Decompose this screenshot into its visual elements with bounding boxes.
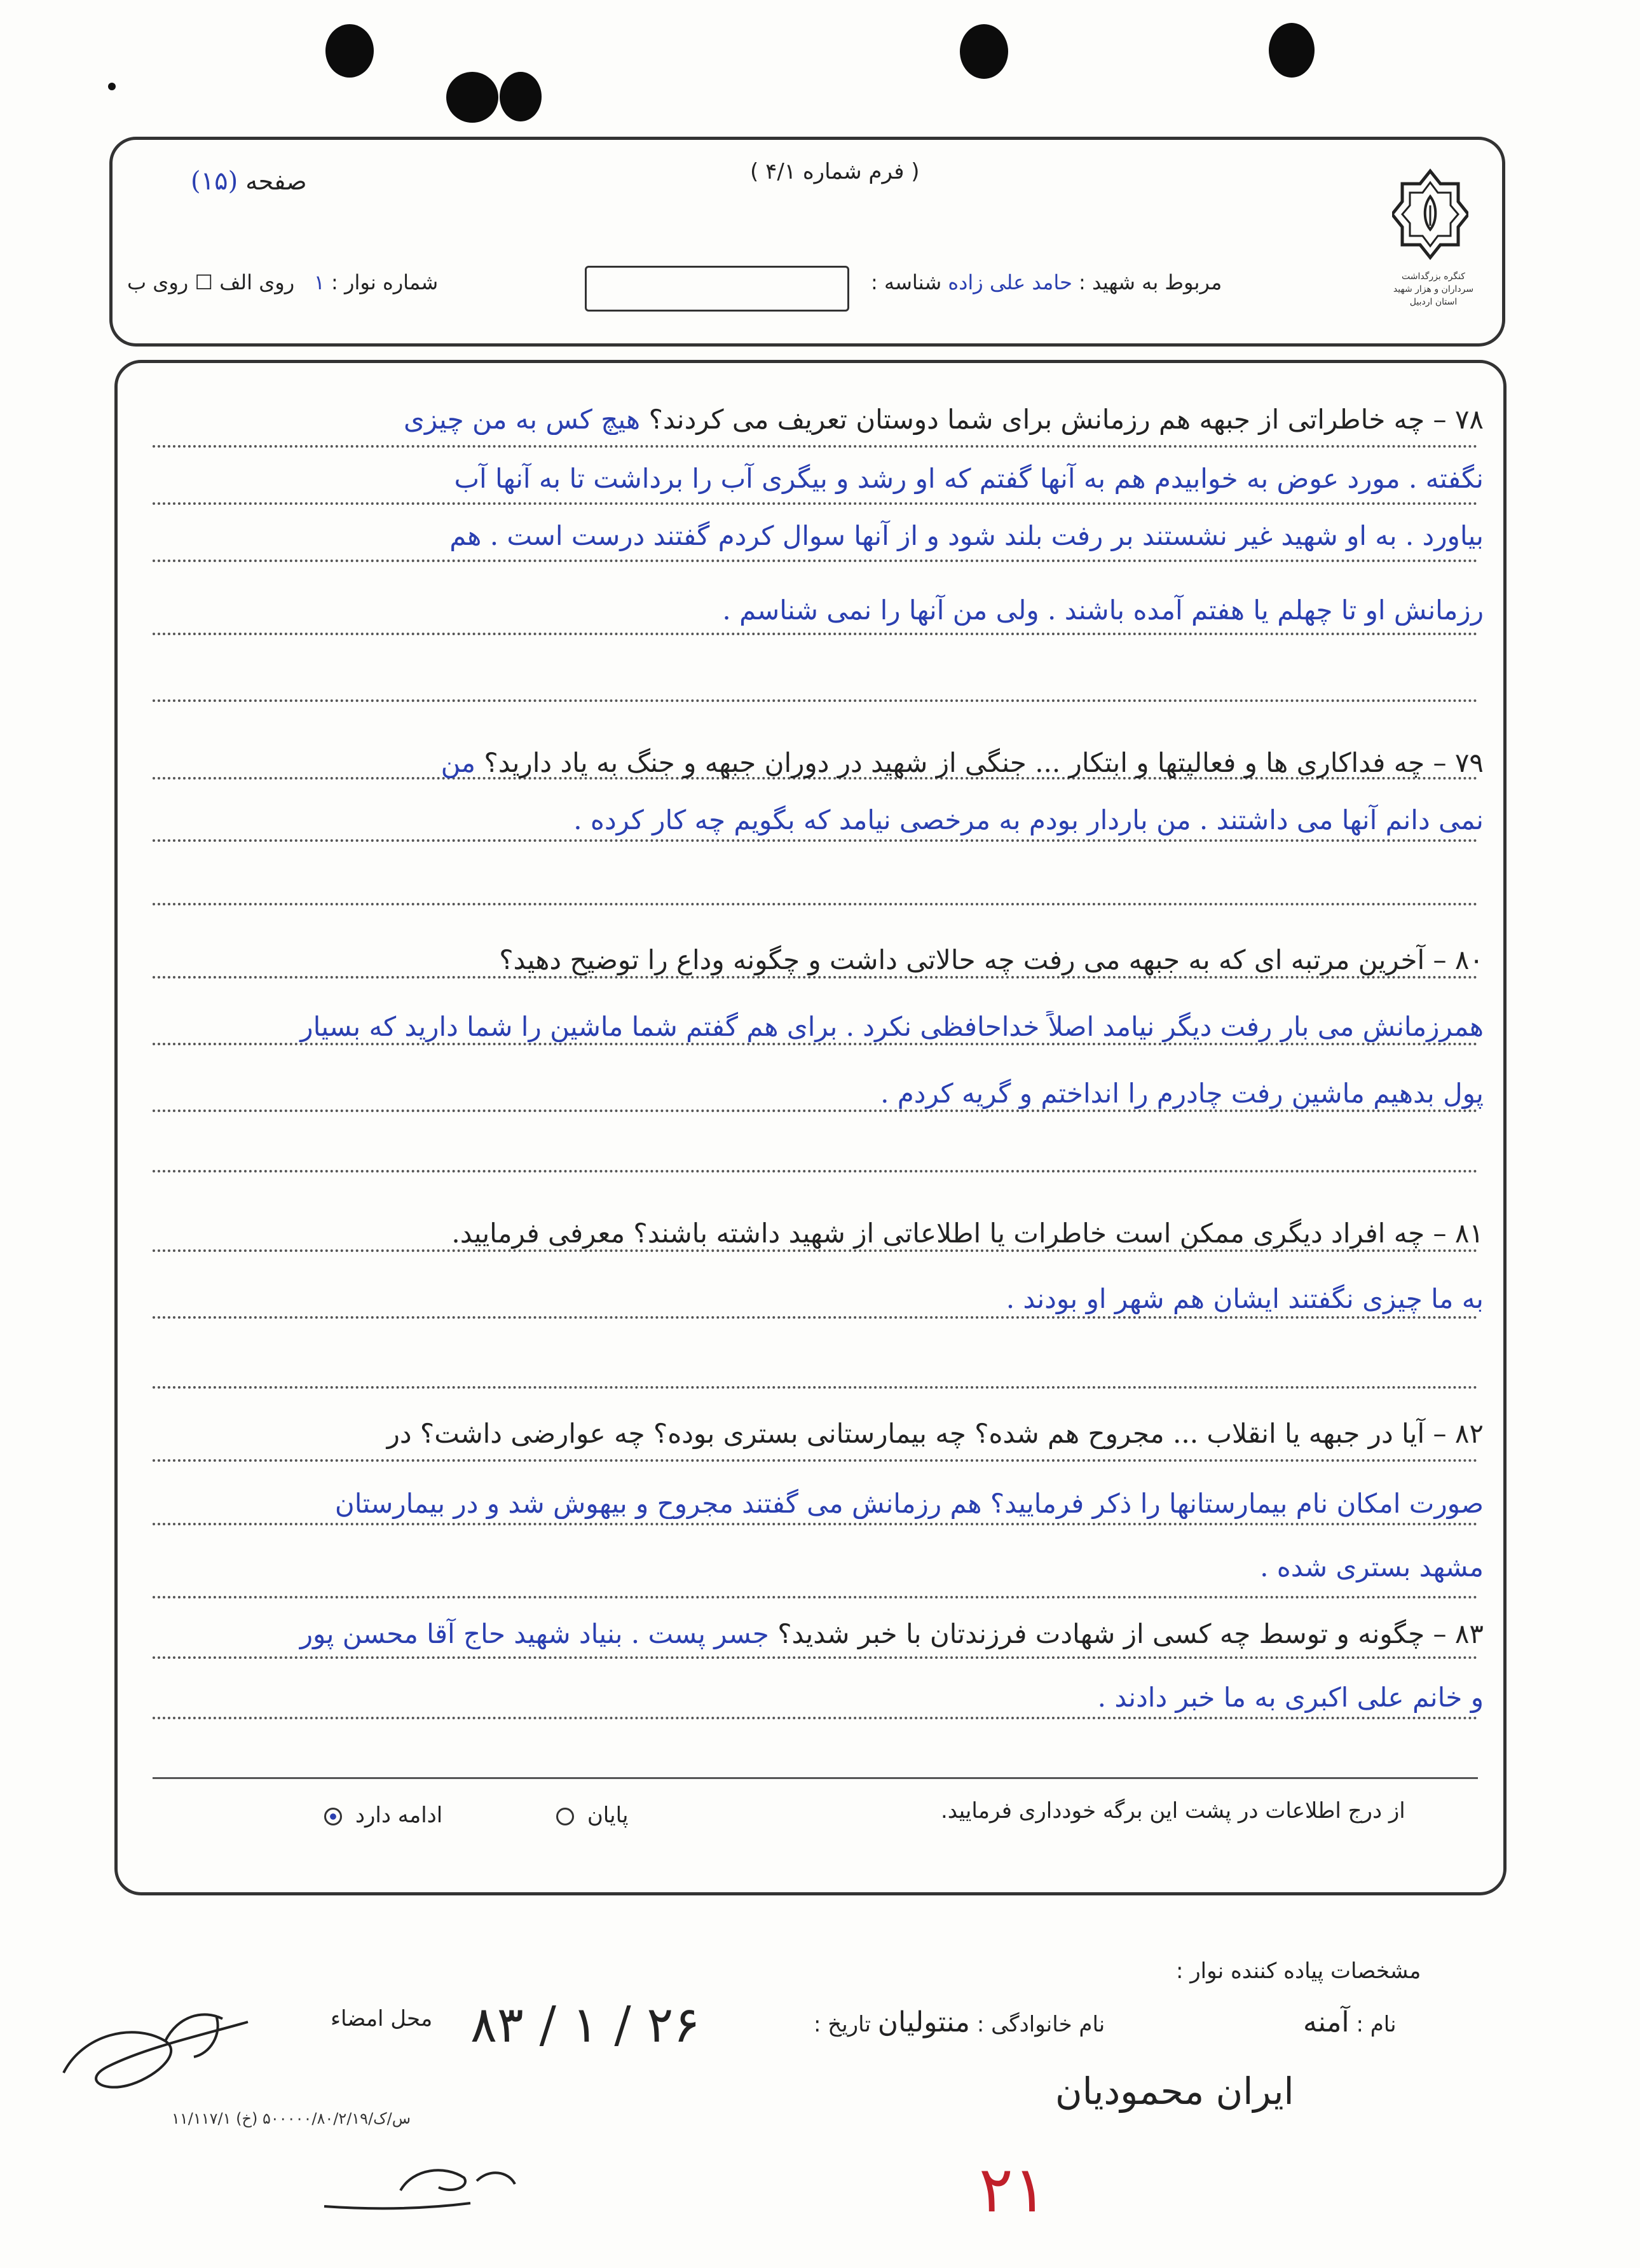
id-field (585, 266, 849, 312)
id-label: شناسه : (871, 270, 942, 294)
binder-hole (960, 24, 1008, 79)
ruled-line (153, 1386, 1478, 1389)
handwritten-names: ایران محمودیان (1055, 2070, 1294, 2113)
page-label: صفحه (245, 167, 307, 195)
end-label: پایان (587, 1803, 629, 1828)
answer-line: به ما چیزی نگفتند ایشان هم شهر او بودند . (1006, 1283, 1484, 1314)
footer-divider (153, 1777, 1478, 1779)
binder-hole (500, 72, 542, 121)
side-label: روی الف ☐ روی ب (127, 270, 295, 294)
page-number: (۱۵) (191, 167, 238, 196)
ruled-line (153, 1523, 1478, 1525)
ruled-line (153, 1596, 1478, 1598)
binder-hole (446, 72, 498, 123)
tape-label: شماره نوار : (331, 270, 439, 294)
ruled-line (153, 1316, 1478, 1319)
name-label: نام : (1356, 2012, 1397, 2037)
answer-line: صورت امکان نام بیمارستانها را ذکر فرمایید؟ هم رزمانش می گفتند مجروح و بیهوش شد و در بیمارستان (334, 1488, 1484, 1519)
answer-line: همرزمانش می بار رفت دیگر نیامد اصلاً خداحافظی نکرد . برای هم گفتم شما ماشین را شما دارید که بسیار (300, 1011, 1484, 1042)
page-mark: ۲۱ (979, 2152, 1048, 2227)
option-continue (318, 1803, 442, 1828)
binder-hole (1269, 23, 1315, 78)
signature-icon (57, 1997, 267, 2105)
ruled-line (153, 699, 1478, 702)
ruled-line (153, 1043, 1478, 1045)
question-83 (149, 1618, 1484, 1649)
question-label: ۷۹ – چه فداکاری ها و فعالیتها و ابتکار ... جنگی از شهید در دوران جبهه و جنگ به یاد دارید؟ (484, 747, 1484, 778)
answer-line: پول بدهیم ماشین رفت چادرم را انداختم و گریه کردم . (880, 1078, 1484, 1109)
ruled-line (153, 1717, 1478, 1719)
date-value: ۸۳ / ۱ / ۲۶ (470, 1997, 700, 2054)
ruled-line (153, 1656, 1478, 1659)
page-indicator (191, 167, 307, 196)
answer-start: جسر پست . بنیاد شهید حاج آقا محسن پور (299, 1618, 769, 1649)
answer-start: من (441, 747, 476, 778)
logo-caption: کنگره بزرگداشت سرداران و هزار شهید استان اردبیل (1393, 271, 1474, 307)
question-78 (149, 404, 1484, 435)
martyr-row (871, 270, 1222, 294)
answer-line: بیاورد . به او شهید غیر نشستند بر رفت بلند شود و از آنها سوال کردم گفتند درست است . هم (449, 520, 1484, 551)
speck (108, 83, 116, 90)
answer-line: مشهد بستری شده . (1260, 1551, 1484, 1583)
continue-label: ادامه دارد (355, 1803, 443, 1828)
tape-number: ۱ (313, 270, 325, 294)
tape-row (127, 270, 438, 294)
martyr-name: حامد علی زاده (948, 270, 1072, 294)
transcriber-section-label: مشخصات پیاده کننده نوار : (1176, 1958, 1421, 1984)
print-code: ۱۱/۱۱۷/۱ س/ک/۵۰۰۰۰۰/۸۰/۲/۱۹ (خ) (172, 2110, 411, 2127)
answer-line: و خانم علی اکبری به ما خبر دادند . (1097, 1682, 1484, 1713)
ruled-line (153, 445, 1478, 448)
transcriber-family-row (814, 2006, 1105, 2038)
ruled-line (153, 839, 1478, 842)
signature-icon (318, 2155, 528, 2219)
question-label: ۸۳ – چگونه و توسط چه کسی از شهادت فرزندتان با خبر شدید؟ (777, 1618, 1484, 1649)
name-value: آمنه (1303, 2006, 1350, 2038)
ruled-line (153, 1249, 1478, 1252)
end-radio[interactable] (556, 1808, 574, 1825)
signature-label: محل امضاء (331, 2006, 433, 2031)
answer-line: نگفته . مورد عوض به خوابیدم هم به آنها گفتم که او رشد و بیگری آب را برداشت تا به آنها آب (454, 463, 1484, 494)
ruled-line (153, 1110, 1478, 1112)
option-end (550, 1803, 628, 1828)
footer-note: از درج اطلاعات در پشت این برگه خودداری فرمایید. (941, 1798, 1405, 1824)
question-label: ۸۱ – چه افراد دیگری ممکن است خاطرات یا اطلاعاتی از شهید داشته باشند؟ معرفی فرمایید. (451, 1218, 1484, 1249)
ruled-line (153, 903, 1478, 905)
answer-start: هیچ کس به من چیزی (403, 404, 641, 435)
transcriber-name-row (1303, 2006, 1397, 2038)
question-label: ۸۲ – آیا در جبهه یا انقلاب ... مجروح هم شده؟ چه بیمارستانی بستری بوده؟ چه عوارضی داشت؟ در (386, 1418, 1484, 1449)
date-label: تاریخ : (814, 2012, 871, 2037)
question-81 (149, 1218, 1484, 1249)
ruled-line (153, 1459, 1478, 1462)
ruled-line (153, 633, 1478, 635)
question-label: ۷۸ – چه خاطراتی از جبهه هم رزمانش برای شما دوستان تعریف می کردند؟ (648, 404, 1484, 435)
ruled-line (153, 502, 1478, 505)
continue-radio[interactable] (324, 1808, 342, 1825)
answer-line: رزمانش او تا چهلم یا هفتم آمده باشند . ولی من آنها را نمی شناسم . (722, 594, 1484, 626)
question-82 (149, 1418, 1484, 1449)
question-79 (149, 747, 1484, 778)
answers-box (114, 360, 1507, 1895)
ruled-line (153, 1170, 1478, 1172)
family-label: نام خانوادگی : (976, 2012, 1105, 2037)
related-label: مربوط به شهید : (1079, 270, 1222, 294)
organization-logo-icon (1392, 168, 1468, 264)
ruled-line (153, 560, 1478, 562)
ruled-line (153, 976, 1478, 979)
question-label: ۸۰ – آخرین مرتبه ای که به جبهه می رفت چه حالاتی داشت و چگونه وداع را توضیح دهید؟ (499, 944, 1484, 975)
binder-hole (325, 24, 374, 78)
question-80 (149, 944, 1484, 975)
family-value: منتولیان (877, 2006, 970, 2038)
form-number: ( فرم شماره ۴/۱ ) (750, 159, 920, 184)
answer-line: نمی دانم آنها می داشتند . من باردار بودم به مرخصی نیامد که بگویم چه کار کرده . (573, 804, 1484, 835)
